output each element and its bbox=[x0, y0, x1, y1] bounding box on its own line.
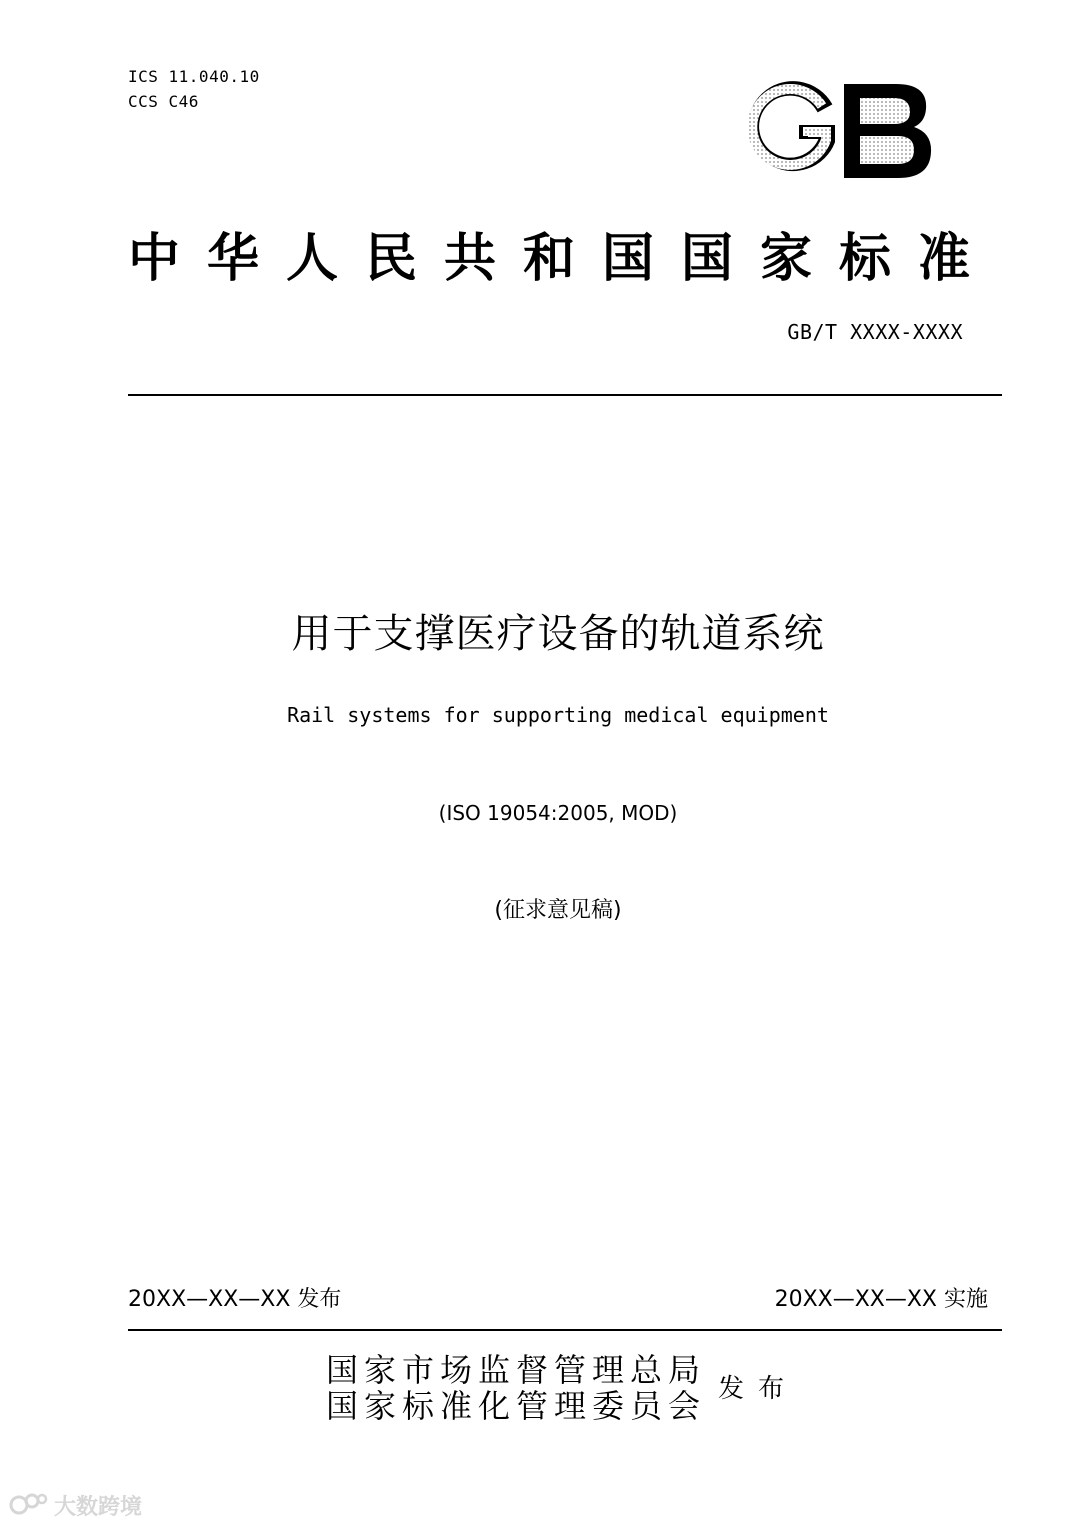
watermark-logo-icon bbox=[8, 1490, 48, 1520]
issue-label: 发布 bbox=[718, 1374, 799, 1404]
standard-number: GB/T XXXX-XXXX bbox=[787, 320, 963, 344]
watermark bbox=[8, 1488, 142, 1522]
header-divider bbox=[128, 394, 1002, 396]
document-title-en: Rail systems for supporting medical equipment bbox=[287, 703, 829, 727]
document-title-zh: 用于支撑医疗设备的轨道系统 bbox=[291, 611, 825, 657]
iso-reference: (ISO 19054:2005, MOD) bbox=[438, 801, 678, 825]
footer-divider bbox=[128, 1329, 1002, 1331]
issue-date: 20XX—XX—XX 发布 bbox=[128, 1287, 342, 1312]
standard-type-title: 中华人民共和国国家标准 bbox=[128, 228, 998, 289]
draft-status: (征求意见稿) bbox=[494, 898, 622, 923]
issuing-authorities bbox=[326, 1352, 706, 1424]
issuer-sac: 国家标准化管理委员会 bbox=[326, 1387, 707, 1425]
ics-code: ICS 11.040.10 bbox=[128, 67, 260, 86]
watermark-text: 大数跨境 bbox=[54, 1494, 143, 1520]
ccs-code: CCS C46 bbox=[128, 92, 199, 111]
gb-logo bbox=[736, 76, 936, 182]
implementation-date: 20XX—XX—XX 实施 bbox=[774, 1287, 988, 1312]
gb-logo-text: GB bbox=[736, 76, 738, 77]
classification-codes bbox=[128, 64, 260, 114]
issuer-samr: 国家市场监督管理总局 bbox=[326, 1351, 707, 1389]
